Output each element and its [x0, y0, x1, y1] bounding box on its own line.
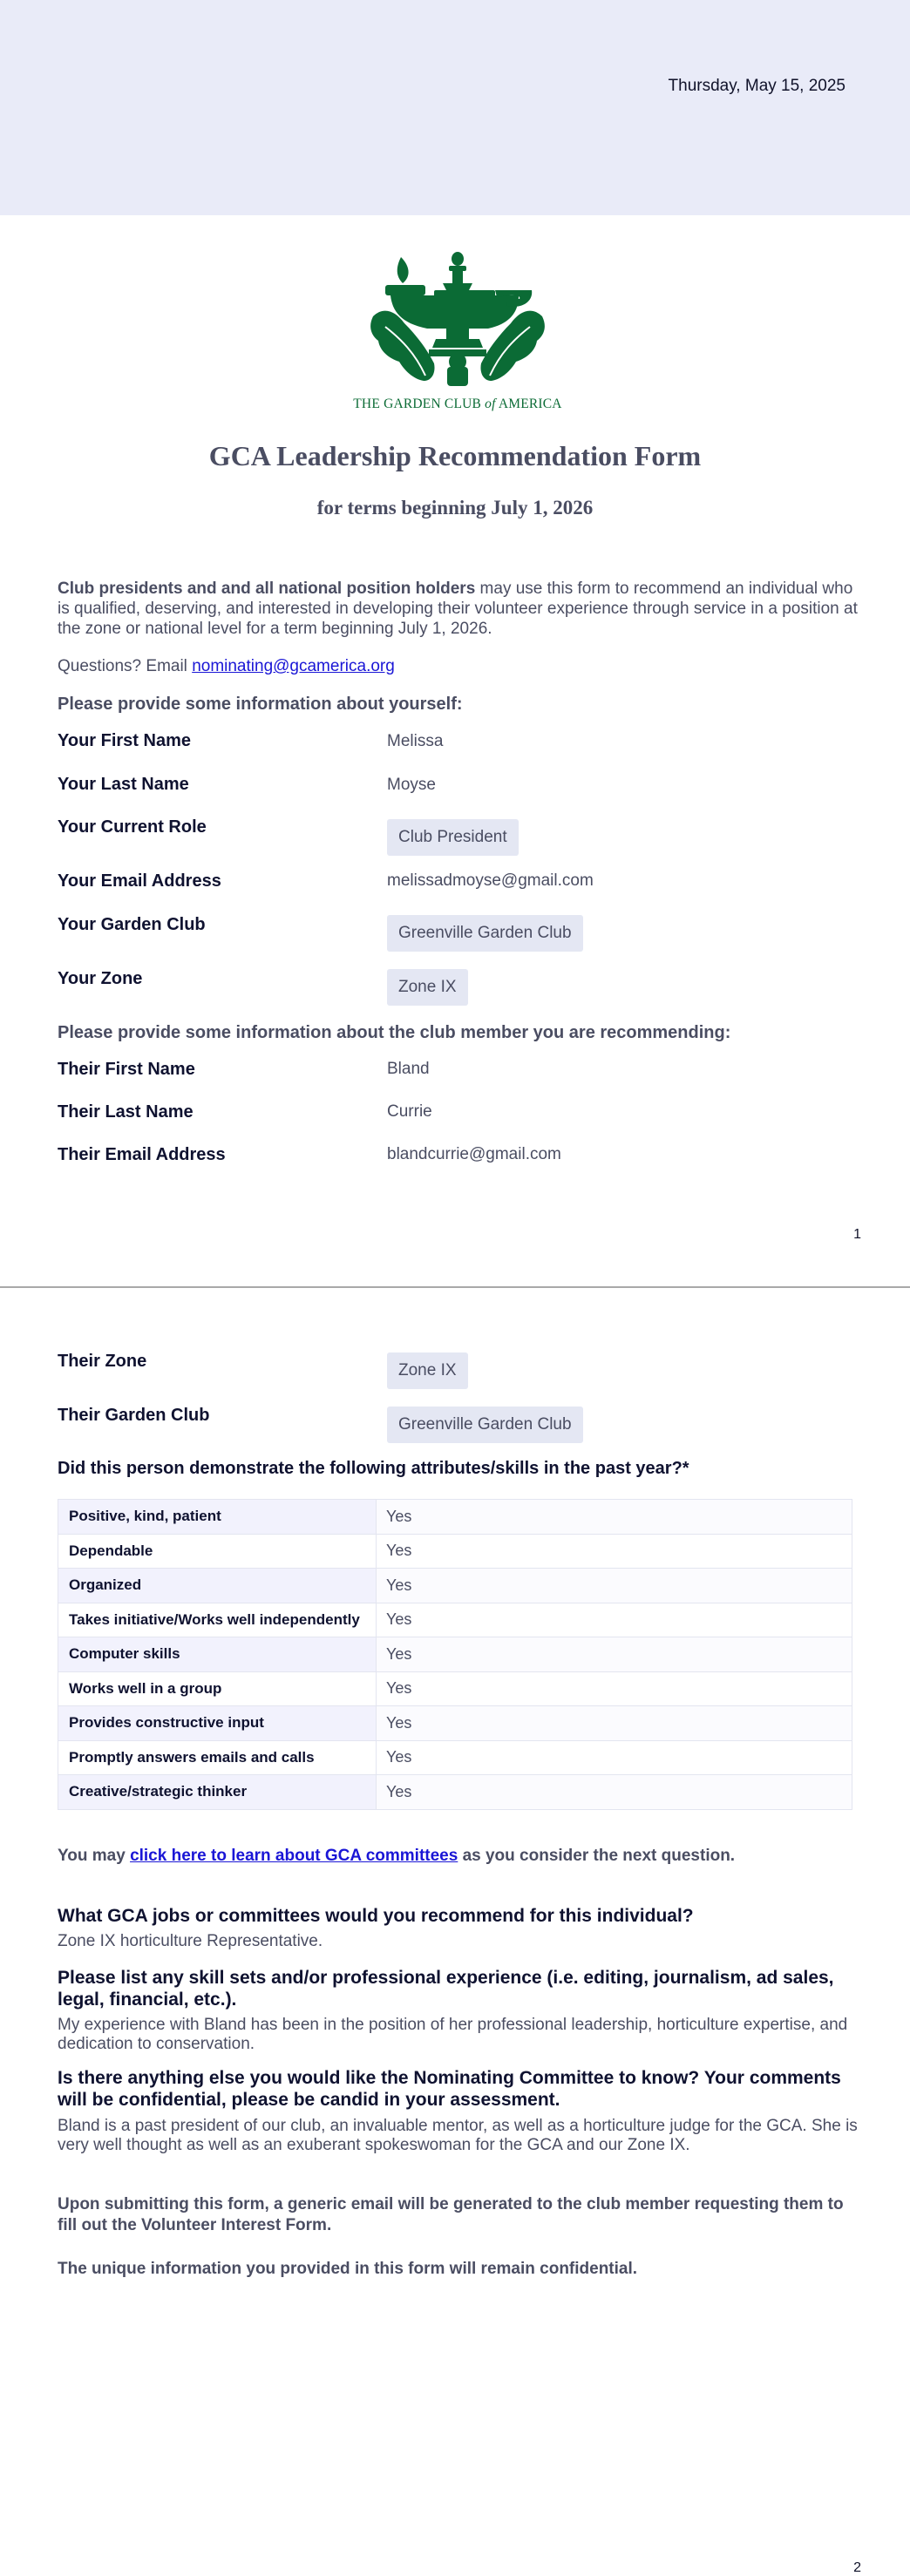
- skill-answer: Yes: [377, 1706, 852, 1741]
- skill-attribute: Creative/strategic thinker: [58, 1775, 377, 1810]
- footer-note-confidential: The unique information you provided in this form will remain confidential.: [58, 2260, 638, 2278]
- label-their-first-name: Their First Name: [58, 1060, 195, 1079]
- skill-answer: Yes: [377, 1671, 852, 1706]
- intro-bold-lead: Club presidents and and all national position holders: [58, 580, 476, 598]
- table-row: [58, 1671, 852, 1706]
- value-your-last-name: Moyse: [387, 776, 436, 794]
- skill-answer: Yes: [377, 1500, 852, 1535]
- footer-note-email: Upon submitting this form, a generic email will be generated to the club member requesting them to fill out the Volunteer Interest Form.: [58, 2195, 844, 2234]
- skill-answer: Yes: [377, 1740, 852, 1775]
- questions-line: Questions? Email nominating@gcamerica.org: [58, 657, 395, 675]
- chip-your-current-role: Club President: [387, 819, 519, 856]
- question-answer-committees: Zone IX horticulture Representative.: [58, 1932, 323, 1950]
- label-their-email: Their Email Address: [58, 1145, 226, 1164]
- chip-their-zone: Zone IX: [387, 1352, 468, 1389]
- skill-answer: Yes: [377, 1534, 852, 1569]
- skill-attribute: Promptly answers emails and calls: [58, 1740, 377, 1775]
- value-their-email: blandcurrie@gmail.com: [387, 1145, 561, 1163]
- value-your-email: melissadmoyse@gmail.com: [387, 871, 594, 890]
- section-heading-recommendee: Please provide some information about the club member you are recommending:: [58, 1023, 731, 1042]
- committees-link[interactable]: click here to learn about GCA committees: [130, 1847, 458, 1865]
- section-heading-yourself: Please provide some information about yourself:: [58, 695, 463, 714]
- table-row: [58, 1500, 852, 1535]
- table-row: [58, 1569, 852, 1603]
- skill-attribute: Provides constructive input: [58, 1706, 377, 1741]
- page-break-divider: [0, 1286, 910, 1288]
- skill-attribute: Computer skills: [58, 1637, 377, 1672]
- label-your-first-name: Your First Name: [58, 731, 191, 750]
- value-their-first-name: Bland: [387, 1060, 430, 1078]
- skill-attribute: Works well in a group: [58, 1671, 377, 1706]
- header-date: Thursday, May 15, 2025: [668, 77, 845, 95]
- label-your-garden-club: Your Garden Club: [58, 915, 206, 934]
- chip-your-garden-club: Greenville Garden Club: [387, 915, 583, 952]
- table-row: [58, 1740, 852, 1775]
- value-your-first-name: Melissa: [387, 732, 444, 750]
- skills-heading: Did this person demonstrate the following attributes/skills in the past year?*: [58, 1459, 689, 1478]
- label-your-email: Your Email Address: [58, 871, 221, 891]
- skill-answer: Yes: [377, 1569, 852, 1603]
- page-subtitle: for terms beginning July 1, 2026: [316, 497, 594, 519]
- question-label-comments: Is there anything else you would like the Nominating Committee to know? Your comments will be confidential, please be candid in your assessment.: [58, 2068, 841, 2110]
- intro-paragraph: [58, 579, 859, 639]
- value-their-last-name: Currie: [387, 1102, 432, 1121]
- email-link[interactable]: nominating@gcamerica.org: [192, 657, 395, 675]
- table-row: [58, 1637, 852, 1672]
- skill-attribute: Dependable: [58, 1534, 377, 1569]
- label-your-last-name: Your Last Name: [58, 775, 189, 794]
- label-their-last-name: Their Last Name: [58, 1102, 194, 1122]
- skills-table: [58, 1499, 852, 1810]
- label-their-zone: Their Zone: [58, 1352, 147, 1371]
- table-row: [58, 1775, 852, 1810]
- skill-answer: Yes: [377, 1603, 852, 1637]
- question-label-skills: Please list any skill sets and/or professional experience (i.e. editing, journalism, ad sales, legal, financial, etc.).: [58, 1968, 834, 2010]
- page-number-2: 2: [853, 2560, 861, 2575]
- table-row: [58, 1706, 852, 1741]
- gca-lamp-oak-leaves-icon: [366, 248, 549, 395]
- label-your-zone: Your Zone: [58, 969, 143, 988]
- chip-your-zone: Zone IX: [387, 969, 468, 1006]
- label-your-current-role: Your Current Role: [58, 817, 207, 837]
- intro-text: may use this form to recommend an individual who is qualified, deserving, and interested in developing their volunteer experience through service in a position at the zone or national level for a term beginning July 1, 2026.: [58, 580, 858, 638]
- committees-note: You may click here to learn about GCA committees as you consider the next question.: [58, 1847, 736, 1865]
- page-title: GCA Leadership Recommendation Form: [208, 440, 702, 471]
- question-answer-skills: My experience with Bland has been in the position of her professional leadership, horticulture expertise, and dedication to conservation.: [58, 2016, 848, 2053]
- chip-their-garden-club: Greenville Garden Club: [387, 1407, 583, 1443]
- skill-answer: Yes: [377, 1637, 852, 1672]
- question-answer-comments: Bland is a past president of our club, an invaluable mentor, as well as a horticulture judge for the GCA. She is very well thought as well as an exuberant spokeswoman for the GCA and our Zone IX.: [58, 2117, 858, 2154]
- skill-attribute: Takes initiative/Works well independently: [58, 1603, 377, 1637]
- table-row: [58, 1534, 852, 1569]
- skill-attribute: Positive, kind, patient: [58, 1500, 377, 1535]
- logo-text: THE GARDEN CLUB of AMERICA: [353, 397, 562, 411]
- label-their-garden-club: Their Garden Club: [58, 1406, 210, 1425]
- table-row: [58, 1603, 852, 1637]
- question-label-committees: What GCA jobs or committees would you recommend for this individual?: [58, 1906, 694, 1926]
- skill-attribute: Organized: [58, 1569, 377, 1603]
- gca-logo: [344, 248, 571, 418]
- header-band: [0, 0, 910, 215]
- skill-answer: Yes: [377, 1775, 852, 1810]
- page-number-1: 1: [853, 1227, 861, 1242]
